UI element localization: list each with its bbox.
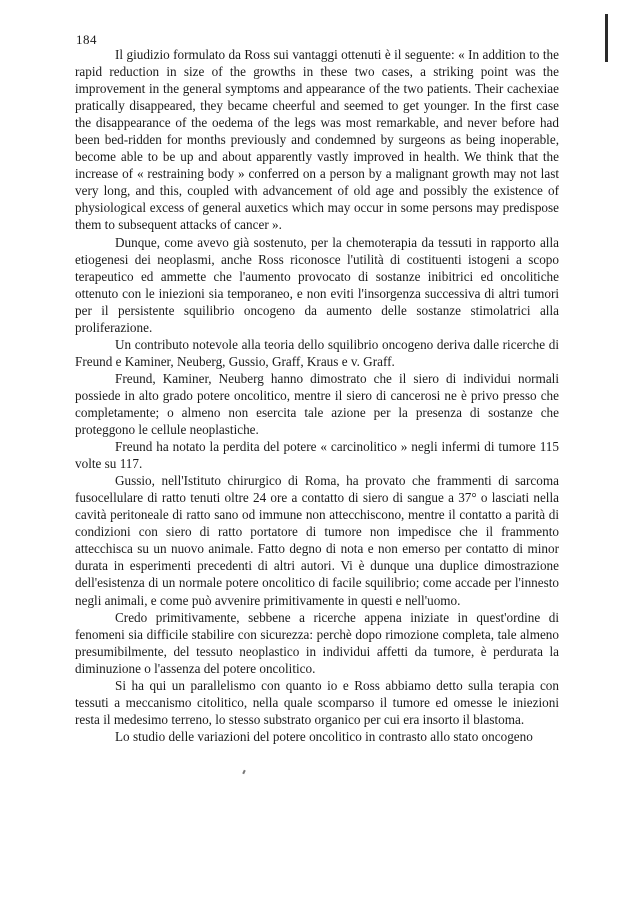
ink-mark [242, 770, 246, 774]
paragraph-gussio: Gussio, nell'Istituto chirurgico di Roma, ha provato che frammenti di sarcoma fusocellulare di ratto tenuti oltre 24 ore a contatto di siero di sangue a 37° o lasciati nella cavità peritoneale di ratto sano od immune non attecchiscono, mentre il contatto a parità di condizioni con siero di ratto portatore di tumore non impedisce che il frammento attecchisca su un nuovo animale. Fatto degno di nota e non emerso per contatto di minor durata in esperimenti precedenti di altri autori. Vi è dunque una duplice dimostrazione dell'esistenza di un normale potere oncolitico di facile squilibrio; come accade per l'innesto negli animali, e come può avvenire primitivamente in questi e nell'uomo. [75, 473, 559, 608]
paragraph-contributo: Un contributo notevole alla teoria dello squilibrio oncogeno deriva dalle ricerche di Freund e Kaminer, Neuberg, Gussio, Graff, Kraus e v. Graff. [75, 336, 559, 369]
paragraph-credo: Credo primitivamente, sebbene a ricerche appena iniziate in quest'ordine di fenomeni sia difficile stabilire con sicurezza: perchè dopo rimozione completa, tale almeno presumibilmente, del tessuto neoplastico in individui affetti da tumore, è perdurata la diminuzione o l'assenza del potere oncolitico. [75, 609, 559, 676]
paragraph-studio: Lo studio delle variazioni del potere oncolitico in contrasto allo stato oncogeno [115, 728, 533, 744]
paragraph-parallelismo: Si ha qui un parallelismo con quanto io e Ross abbiamo detto sulla terapia con tessuti a meccanismo citolitico, nella quale scomparso il tumore ed omesse le iniezioni resta il medesimo terreno, lo stesso substrato organico per cui era insorto il blastoma. [75, 677, 559, 727]
body-text [75, 46, 559, 745]
page-number: 184 [76, 32, 97, 47]
margin-rule [605, 14, 608, 62]
paragraph-chemoterapia: Dunque, come avevo già sostenuto, per la chemoterapia da tessuti in rapporto alla etiogenesi dei neoplasmi, anche Ross riconosce l'utilità di costituenti istogeni a scopo terapeutico ed ammette che l'aumento provocato di sostanze inibitrici ed oncolitiche ottenuto con le iniezioni sia temporaneo, e non eviti l'insorgenza successiva di altri tumori per il persistente squilibrio oncogeno da aumento delle sostanze stimolatrici alla proliferazione. [75, 234, 559, 335]
paragraph-freund-kaminer: Freund, Kaminer, Neuberg hanno dimostrato che il siero di individui normali possiede in alto grado potere oncolitico, mentre il siero di cancerosi ne è privo presso che completamente; o almeno non esercita tale azione per la presenza di sostanze che proteggono le cellule neoplastiche. [75, 370, 559, 438]
paragraph-ross-quote: Il giudizio formulato da Ross sui vantaggi ottenuti è il seguente: « In addition to the rapid reduction in size of the growths in these two cases, a striking point was the improvement in the general symptoms and appearance of the two patients. Their cachexiae pratically disappeared, they became cheerful and seemed to get younger. In the first case the disappearance of the oedema of the legs was most remarkable, and never before had been bed-ridden for months previously and condemned by surgeons as being inoperable, become able to be up and about apparently vastly improved in health. We think that the increase of « restraining body » conferred on a person by a malignant growth may not last very long, and this, coupled with advancement of old age and possibly the existence of physiological excess of general auxetics which may occur in some persons may predispose them to subsequent attacks of cancer ». [75, 47, 559, 233]
paragraph-freund: Freund ha notato la perdita del potere « carcinolitico » negli infermi di tumore 115 volte su 117. [75, 439, 559, 472]
